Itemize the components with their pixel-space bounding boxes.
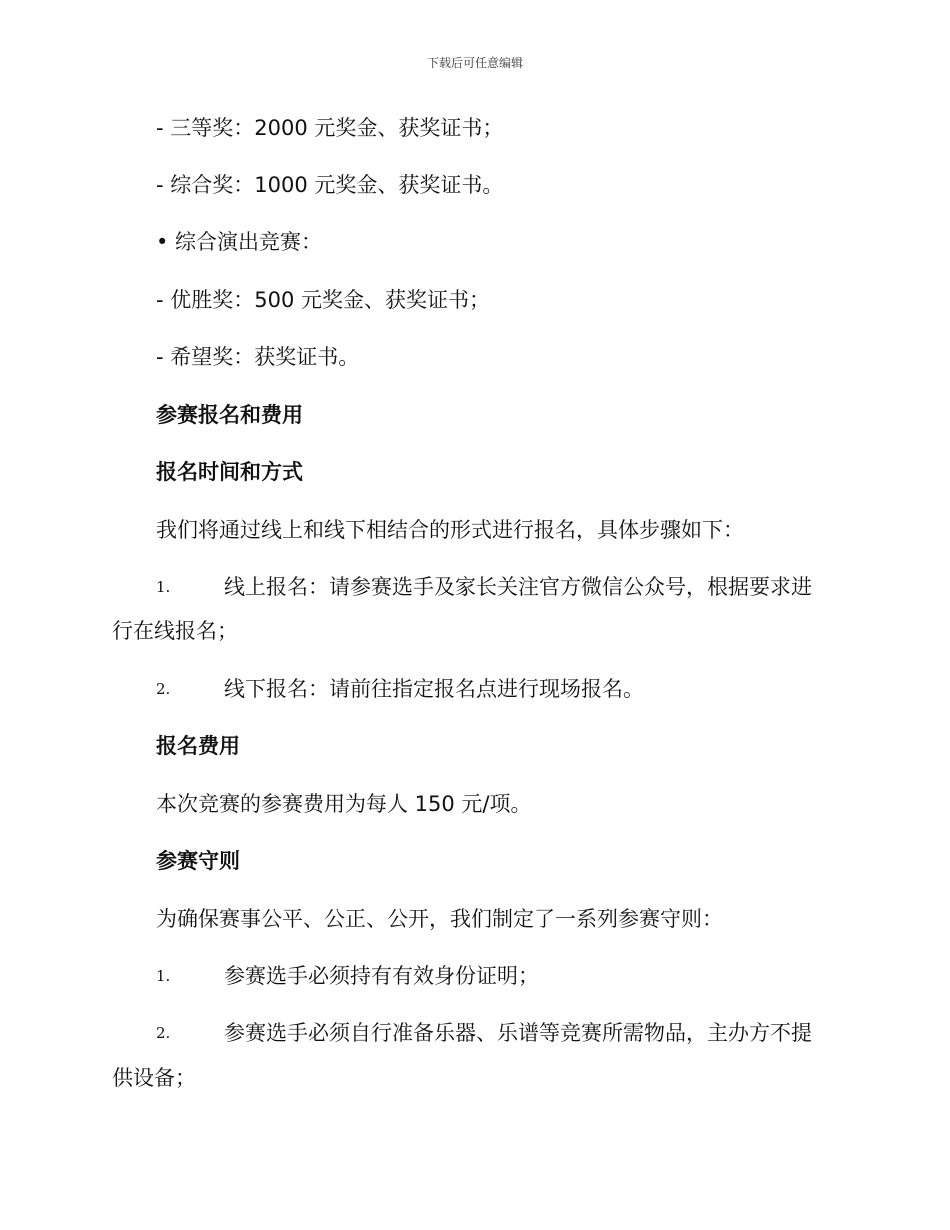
list-number: 2.: [156, 680, 171, 698]
heading-registration-time-method: 报名时间和方式: [156, 460, 303, 484]
heading-registration-fee: 报名费用: [156, 734, 240, 758]
prize-excellence-line: - 优胜奖：500 元奖金、获奖证书；: [156, 288, 491, 312]
heading-registration-and-fees: 参赛报名和费用: [156, 403, 303, 427]
performance-contest-bullet: • 综合演出竞赛：: [156, 230, 323, 254]
rule-item-1-text: 参赛选手必须持有有效身份证明；: [224, 964, 539, 988]
page-header: 下载后可任意编辑: [426, 56, 523, 70]
registration-step-1-continuation: 行在线报名；: [112, 619, 238, 643]
rules-intro: 为确保赛事公平、公正、公开，我们制定了一系列参赛守则：: [156, 907, 723, 931]
prize-hope-line: - 希望奖：获奖证书。: [156, 345, 360, 369]
heading-rules: 参赛守则: [156, 849, 240, 873]
registration-step-2: [156, 674, 644, 704]
list-number: 1.: [156, 967, 171, 985]
prize-third-line: - 三等奖：2000 元奖金、获奖证书；: [156, 116, 504, 140]
rule-item-2: [156, 1018, 812, 1048]
registration-step-1-text: 线上报名：请参赛选手及家长关注官方微信公众号，根据要求进: [224, 575, 812, 599]
registration-step-2-text: 线下报名：请前往指定报名点进行现场报名。: [224, 677, 644, 701]
rule-item-1: [156, 961, 539, 991]
fee-text: 本次竞赛的参赛费用为每人 150 元/项。: [156, 792, 532, 816]
registration-step-1: [156, 572, 812, 602]
rule-item-2-continuation: 供设备；: [112, 1066, 196, 1090]
list-number: 2.: [156, 1024, 171, 1042]
rule-item-2-text: 参赛选手必须自行准备乐器、乐谱等竞赛所需物品，主办方不提: [224, 1021, 812, 1045]
list-number: 1.: [156, 578, 171, 596]
prize-overall-line: - 综合奖：1000 元奖金、获奖证书。: [156, 173, 504, 197]
registration-intro: 我们将通过线上和线下相结合的形式进行报名，具体步骤如下：: [156, 518, 744, 542]
